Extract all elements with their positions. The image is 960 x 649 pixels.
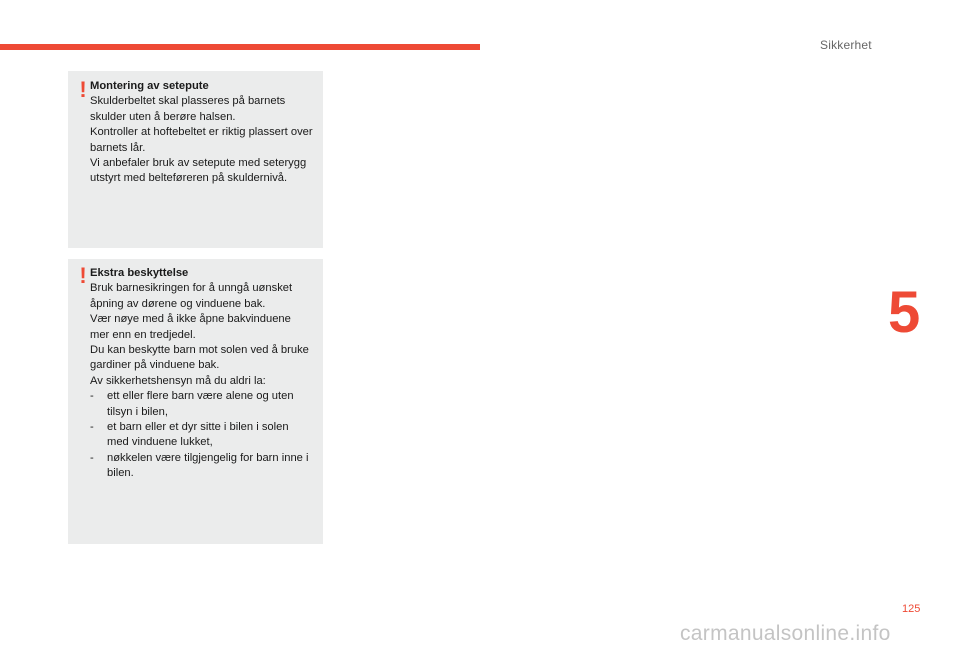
warning-heading: Montering av setepute xyxy=(90,80,209,92)
list-item: - et barn eller et dyr sitte i bilen i solen med vinduene lukket, xyxy=(90,420,313,451)
warning-content xyxy=(90,266,313,482)
paragraph: Kontroller at hoftebeltet er riktig plassert over barnets lår. xyxy=(90,126,313,154)
paragraph: Av sikkerhetshensyn må du aldri la: xyxy=(90,374,266,387)
page-number: 125 xyxy=(902,603,921,615)
warning-text xyxy=(90,281,313,481)
list-item: - nøkkelen være tilgjengelig for barn inne i bilen. xyxy=(90,451,313,482)
paragraph: Du kan beskytte barn mot solen ved å bruke gardiner på vinduene bak. xyxy=(90,344,309,372)
paragraph: Vi anbefaler bruk av setepute med seterygg utstyrt med belteføreren på skuldernivå. xyxy=(90,157,307,185)
section-title: Sikkerhet xyxy=(820,38,872,52)
warning-box-extra-protection xyxy=(68,259,323,544)
paragraph: Skulderbeltet skal plasseres på barnets skulder uten å berøre halsen. xyxy=(90,95,286,123)
paragraph: Vær nøye med å ikke åpne bakvinduene mer enn en tredjedel. xyxy=(90,313,291,341)
warning-list xyxy=(90,389,313,481)
header-accent-bar xyxy=(0,44,480,50)
chapter-number: 5 xyxy=(888,280,921,345)
warning-text xyxy=(90,94,313,186)
exclamation-icon: ! xyxy=(79,77,87,102)
warning-box-booster-seat xyxy=(68,71,323,248)
watermark: carmanualsonline.info xyxy=(680,622,891,645)
warning-heading: Ekstra beskyttelse xyxy=(90,267,189,279)
exclamation-icon: ! xyxy=(79,263,87,288)
warning-content xyxy=(90,79,313,187)
paragraph: Bruk barnesikringen for å unngå uønsket åpning av dørene og vinduene bak. xyxy=(90,282,293,310)
list-item: - ett eller flere barn være alene og uten tilsyn i bilen, xyxy=(90,389,313,420)
